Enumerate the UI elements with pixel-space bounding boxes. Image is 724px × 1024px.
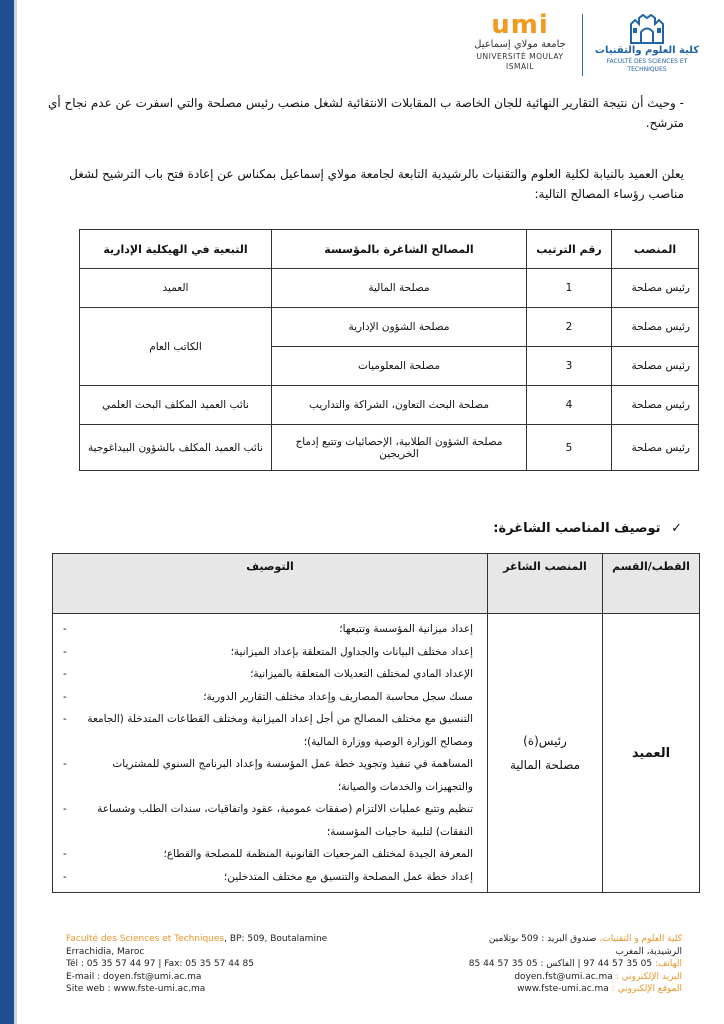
left-edge-bar — [0, 0, 14, 1024]
footer-site-ar[interactable]: www.fste-umi.ac.ma — [517, 984, 609, 994]
list-item: - التنسيق مع مختلف المصالح من أجل إعداد الميزانية ومختلف القطاعات المتدخلة (الجامعة ومصالح الوزارة الوصية ووزارة المالية)؛ — [63, 713, 473, 748]
pole-cell: العميد — [603, 614, 700, 893]
row-post: رئيس مصلحة — [612, 425, 699, 471]
row-number: 2 — [527, 308, 612, 347]
table-row — [80, 308, 699, 347]
row-number: 4 — [527, 386, 612, 425]
footer-phone-ar: 05 35 57 44 97 | الفاكس : 05 35 57 44 85 — [468, 959, 653, 969]
header-affiliation: التبعية في الهيكلية الإدارية — [80, 230, 272, 269]
footer-faculty-ar: كلية العلوم و التقنيات، — [599, 934, 682, 944]
footer-french — [66, 933, 366, 996]
footer-address-fr: , BP: 509, Boutalamine — [224, 934, 328, 944]
table-row — [80, 269, 699, 308]
footer-site-fr[interactable]: Site web : www.fste-umi.ac.ma — [66, 984, 206, 994]
row-post: رئيس مصلحة — [612, 308, 699, 347]
header-vacant-post: المنصب الشاغر — [488, 554, 603, 614]
header-service: المصالح الشاغرة بالمؤسسة — [272, 230, 527, 269]
faculty-name-fr: FACULTÉ DES SCIENCES ET TECHNIQUES — [606, 58, 688, 73]
umi-logo-block — [468, 12, 572, 72]
row-affiliation: العميد — [80, 269, 272, 308]
row-affiliation: الكاتب العام — [80, 308, 272, 386]
list-item: - تنظيم وتتبع عمليات الالتزام (صفقات عمومية، عقود واتفاقيات، سندات الطلب وشساعة النفقات) لتلبية حاجيات المؤسسة؛ — [63, 803, 473, 838]
description-table — [52, 553, 700, 893]
list-item: - المساهمة في تنفيذ وتجويد خطة عمل المؤسسة وإعداد البرنامج السنوي للمشتريات والتجهيزات والخدمات والصيانة؛ — [63, 758, 473, 793]
section-title: ✓ توصيف المناصب الشاغرة: — [493, 521, 682, 536]
footer-tel-label-ar: الهاتف: — [655, 959, 682, 969]
faculty-name-ar: كلية العلوم والتقنيات — [594, 45, 700, 56]
header-post: المنصب — [612, 230, 699, 269]
footer-site-label-ar: الموقع الإلكتروني : — [611, 984, 682, 994]
row-post: رئيس مصلحة — [612, 269, 699, 308]
table-row — [80, 386, 699, 425]
footer-arabic — [412, 933, 682, 996]
header-pole: القطب/القسم — [603, 554, 700, 614]
list-item: - الإعداد المادي لمختلف التعديلات المتعلقة بالميزانية؛ — [63, 668, 473, 680]
umi-logo: umi — [491, 10, 549, 40]
row-service: مصلحة الشؤون الإدارية — [272, 308, 527, 347]
post-service: مصلحة المالية — [509, 758, 581, 772]
list-item: - إعداد ميزانية المؤسسة وتتبعها؛ — [63, 623, 473, 635]
duties-cell — [53, 614, 488, 893]
vacant-post-cell — [488, 614, 603, 893]
footer-email-label-ar: البريد الإلكتروني : — [615, 971, 682, 982]
left-edge-shadow — [14, 0, 17, 1024]
row-post: رئيس مصلحة — [612, 347, 699, 386]
header-number: رقم الترتيب — [527, 230, 612, 269]
list-item: - إعداد خطة عمل المصلحة والتنسيق مع مختلف المتدخلين؛ — [63, 870, 473, 883]
faculty-gate-icon — [629, 14, 665, 44]
row-number: 3 — [527, 347, 612, 386]
description-row — [53, 614, 700, 893]
row-post: رئيس مصلحة — [612, 386, 699, 425]
header-description: التوصيف — [53, 554, 488, 614]
footer-email-ar[interactable]: doyen.fst@umi.ac.ma — [514, 971, 613, 982]
university-name-fr: UNIVERSITÉ MOULAY ISMAIL — [476, 52, 564, 71]
row-service: مصلحة المالية — [272, 269, 527, 308]
list-item: - المعرفة الجيدة لمختلف المرجعيات القانونية المنظمة للمصلحة والقطاع؛ — [63, 848, 473, 860]
footer-address-ar: صندوق البريد : 509 بوتلامين — [488, 934, 597, 944]
row-number: 5 — [527, 425, 612, 471]
post-title: رئيس(ة) — [523, 734, 567, 748]
row-affiliation: نائب العميد المكلف بالشؤون البيداغوجية — [80, 425, 272, 471]
university-name-ar: جامعة مولاي إسماعيل — [474, 39, 566, 50]
positions-header-row — [80, 230, 699, 269]
footer-email-fr[interactable]: E-mail : doyen.fst@umi.ac.ma — [66, 971, 202, 982]
checkmark-icon: ✓ — [671, 521, 682, 536]
row-service: مصلحة الشؤون الطلابية، الإحصائيات وتتبع إدماج الخريجين — [272, 425, 527, 471]
footer-city-ar: الرشيدية، المغرب — [615, 946, 682, 957]
positions-table — [79, 229, 699, 471]
row-service: مصلحة البحث التعاون، الشراكة والتداريب — [272, 386, 527, 425]
list-item: - إعداد مختلف البيانات والجداول المتعلقة بإعداد الميزانية؛ — [63, 645, 473, 658]
footer-city-fr: Errachidia, Maroc — [66, 946, 145, 957]
list-item: - مسك سجل محاسبة المصاريف وإعداد مختلف التقارير الدورية؛ — [63, 690, 473, 703]
footer-phone-fr: Tél : 05 35 57 44 97 | Fax: 05 35 57 44 85 — [66, 959, 255, 969]
table-row — [80, 425, 699, 471]
row-service: مصلحة المعلوميات — [272, 347, 527, 386]
intro-paragraph-2: يعلن العميد بالنيابة لكلية العلوم والتقنيات بالرشيدية التابعة لجامعة مولاي إسماعيل بمكناس عن إعادة فتح باب الترشيح لشغل مناصب رؤساء المصالح التالية: — [69, 167, 684, 201]
header-divider — [582, 14, 583, 76]
row-number: 1 — [527, 269, 612, 308]
duties-list — [61, 618, 479, 888]
row-affiliation: نائب العميد المكلف البحث العلمي — [80, 386, 272, 425]
description-header-row — [53, 554, 700, 614]
faculty-logo-block — [592, 14, 702, 74]
intro-paragraph-1: - وحيث أن نتيجة التقارير النهائية للجان الخاصة ب المقابلات الانتقائية لشغل منصب رئيس مصلحة والتي اسفرت عن عدم نجاح أي مترشح. — [48, 96, 684, 130]
footer-faculty-fr: Faculté des Sciences et Techniques — [66, 934, 225, 944]
